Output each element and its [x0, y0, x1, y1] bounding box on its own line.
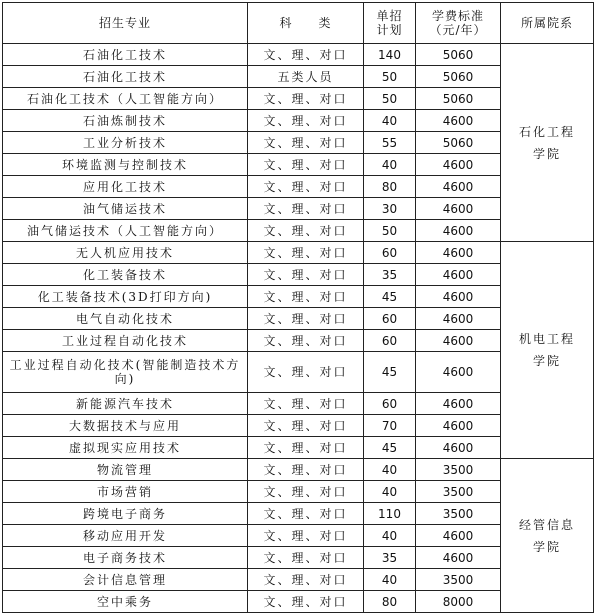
plan-cell: 40 — [364, 525, 416, 547]
plan-cell: 110 — [364, 503, 416, 525]
table-row — [3, 242, 594, 264]
fee-cell: 5060 — [416, 66, 501, 88]
fee-cell: 4600 — [416, 198, 501, 220]
fee-cell: 4600 — [416, 393, 501, 415]
college-name-line1: 机电工程 — [518, 332, 575, 346]
category-cell: 文、理、对口 — [248, 393, 364, 415]
plan-cell: 35 — [364, 547, 416, 569]
plan-cell: 45 — [364, 352, 416, 393]
category-cell: 文、理、对口 — [248, 220, 364, 242]
fee-cell: 3500 — [416, 459, 501, 481]
plan-cell: 60 — [364, 393, 416, 415]
major-cell: 石油化工技术 — [3, 44, 248, 66]
plan-cell: 40 — [364, 459, 416, 481]
header-college: 所属院系 — [501, 3, 594, 44]
college-cell-management — [501, 459, 594, 613]
fee-cell: 4600 — [416, 437, 501, 459]
category-cell: 文、理、对口 — [248, 525, 364, 547]
college-name-line2: 学院 — [532, 146, 561, 161]
major-cell: 大数据技术与应用 — [3, 415, 248, 437]
enrollment-table — [2, 2, 594, 613]
category-cell: 文、理、对口 — [248, 591, 364, 613]
plan-cell: 40 — [364, 481, 416, 503]
major-cell: 无人机应用技术 — [3, 242, 248, 264]
category-cell: 文、理、对口 — [248, 330, 364, 352]
major-cell: 虚拟现实应用技术 — [3, 437, 248, 459]
fee-cell: 4600 — [416, 352, 501, 393]
category-cell: 五类人员 — [248, 66, 364, 88]
category-cell: 文、理、对口 — [248, 481, 364, 503]
major-cell: 环境监测与控制技术 — [3, 154, 248, 176]
major-cell: 工业过程自动化技术 — [3, 330, 248, 352]
category-cell: 文、理、对口 — [248, 286, 364, 308]
major-cell: 油气储运技术（人工智能方向） — [3, 220, 248, 242]
header-plan-line1: 单招 — [376, 9, 403, 23]
header-fee-line2: （元/年） — [429, 23, 487, 37]
plan-cell: 50 — [364, 88, 416, 110]
category-cell: 文、理、对口 — [248, 242, 364, 264]
plan-cell: 45 — [364, 286, 416, 308]
fee-cell: 4600 — [416, 154, 501, 176]
major-cell: 物流管理 — [3, 459, 248, 481]
major-cell: 化工装备技术 — [3, 264, 248, 286]
college-cell-mechatronics — [501, 242, 594, 459]
plan-cell: 50 — [364, 66, 416, 88]
plan-cell: 55 — [364, 132, 416, 154]
fee-cell: 4600 — [416, 242, 501, 264]
plan-cell: 30 — [364, 198, 416, 220]
category-cell: 文、理、对口 — [248, 88, 364, 110]
plan-cell: 60 — [364, 242, 416, 264]
fee-cell: 4600 — [416, 308, 501, 330]
header-major: 招生专业 — [3, 3, 248, 44]
category-cell: 文、理、对口 — [248, 154, 364, 176]
category-cell: 文、理、对口 — [248, 132, 364, 154]
major-cell: 市场营销 — [3, 481, 248, 503]
plan-cell: 80 — [364, 591, 416, 613]
major-cell: 电子商务技术 — [3, 547, 248, 569]
fee-cell: 4600 — [416, 220, 501, 242]
plan-cell: 60 — [364, 330, 416, 352]
major-cell: 会计信息管理 — [3, 569, 248, 591]
table-row — [3, 459, 594, 481]
major-cell: 化工装备技术(3D打印方向) — [3, 286, 248, 308]
fee-cell: 4600 — [416, 264, 501, 286]
fee-cell: 5060 — [416, 44, 501, 66]
header-row — [3, 3, 594, 44]
plan-cell: 70 — [364, 415, 416, 437]
plan-cell: 80 — [364, 176, 416, 198]
fee-cell: 3500 — [416, 481, 501, 503]
plan-cell: 40 — [364, 110, 416, 132]
college-name-line1: 石化工程 — [518, 124, 575, 139]
major-cell: 工业过程自动化技术(智能制造技术方向) — [3, 352, 248, 393]
plan-cell: 60 — [364, 308, 416, 330]
category-cell: 文、理、对口 — [248, 110, 364, 132]
major-cell: 石油化工技术 — [3, 66, 248, 88]
college-name-line2: 学院 — [532, 354, 561, 368]
college-name-line2: 学院 — [532, 539, 561, 554]
fee-cell: 3500 — [416, 569, 501, 591]
fee-cell: 5060 — [416, 88, 501, 110]
category-cell: 文、理、对口 — [248, 308, 364, 330]
header-fee-line1: 学费标准 — [431, 9, 484, 23]
fee-cell: 4600 — [416, 525, 501, 547]
category-cell: 文、理、对口 — [248, 415, 364, 437]
category-cell: 文、理、对口 — [248, 547, 364, 569]
category-cell: 文、理、对口 — [248, 44, 364, 66]
category-cell: 文、理、对口 — [248, 176, 364, 198]
fee-cell: 4600 — [416, 415, 501, 437]
header-category: 科 类 — [248, 3, 364, 44]
category-cell: 文、理、对口 — [248, 198, 364, 220]
fee-cell: 4600 — [416, 330, 501, 352]
category-cell: 文、理、对口 — [248, 503, 364, 525]
header-plan-line2: 计划 — [376, 23, 403, 37]
fee-cell: 4600 — [416, 110, 501, 132]
plan-cell: 40 — [364, 154, 416, 176]
plan-cell: 140 — [364, 44, 416, 66]
college-name-line1: 经管信息 — [518, 517, 575, 532]
category-cell: 文、理、对口 — [248, 569, 364, 591]
category-cell: 文、理、对口 — [248, 352, 364, 393]
major-cell: 电气自动化技术 — [3, 308, 248, 330]
fee-cell: 3500 — [416, 503, 501, 525]
college-cell-petrochemical — [501, 44, 594, 242]
major-cell: 移动应用开发 — [3, 525, 248, 547]
table-row — [3, 44, 594, 66]
fee-cell: 8000 — [416, 591, 501, 613]
category-cell: 文、理、对口 — [248, 437, 364, 459]
header-fee — [416, 3, 501, 44]
fee-cell: 4600 — [416, 176, 501, 198]
major-cell: 石油化工技术（人工智能方向） — [3, 88, 248, 110]
category-cell: 文、理、对口 — [248, 264, 364, 286]
header-plan — [364, 3, 416, 44]
major-cell: 空中乘务 — [3, 591, 248, 613]
plan-cell: 35 — [364, 264, 416, 286]
fee-cell: 4600 — [416, 286, 501, 308]
major-cell: 工业分析技术 — [3, 132, 248, 154]
fee-cell: 4600 — [416, 547, 501, 569]
major-cell: 新能源汽车技术 — [3, 393, 248, 415]
category-cell: 文、理、对口 — [248, 459, 364, 481]
major-cell: 跨境电子商务 — [3, 503, 248, 525]
plan-cell: 50 — [364, 220, 416, 242]
major-cell: 应用化工技术 — [3, 176, 248, 198]
major-cell: 石油炼制技术 — [3, 110, 248, 132]
fee-cell: 5060 — [416, 132, 501, 154]
plan-cell: 40 — [364, 569, 416, 591]
major-cell: 油气储运技术 — [3, 198, 248, 220]
plan-cell: 45 — [364, 437, 416, 459]
